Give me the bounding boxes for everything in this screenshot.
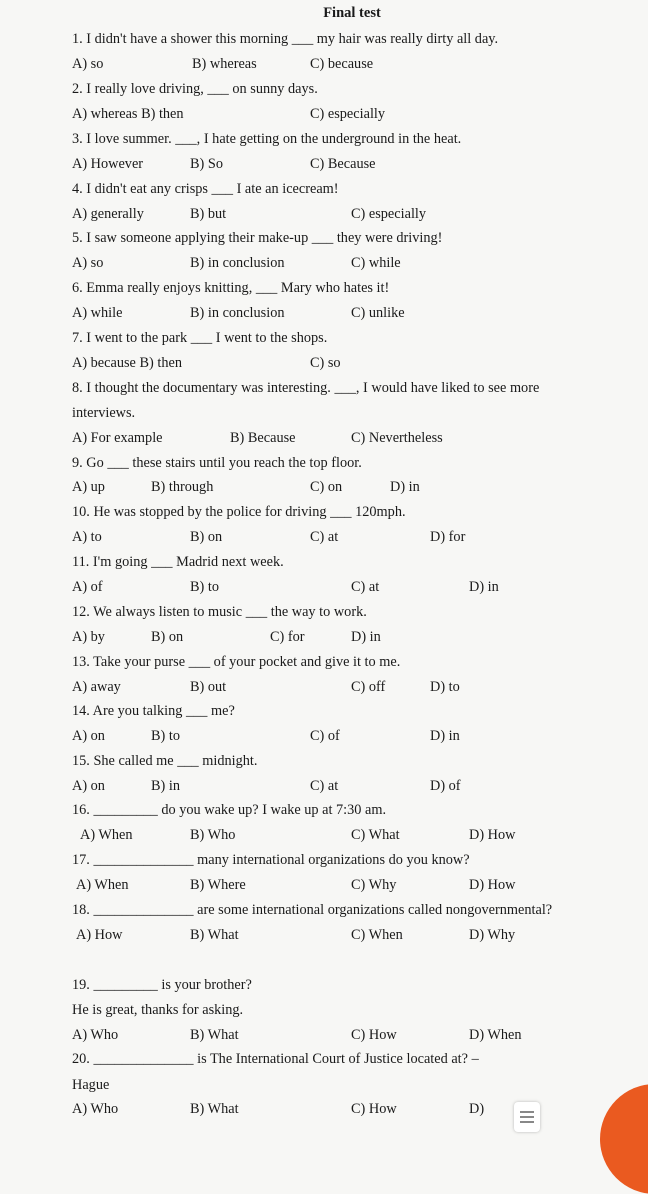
question-3: 3. I love summer. ___, I hate getting on the underground in the heat. — [72, 131, 462, 147]
answer-option: A) because B) then — [72, 355, 182, 371]
answer-option: C) unlike — [351, 305, 405, 321]
answer-option: C) When — [351, 927, 403, 943]
answer-option: A) Who — [72, 1101, 119, 1117]
answer-option: C) Nevertheless — [351, 430, 443, 446]
menu-icon[interactable] — [514, 1102, 540, 1132]
answer-option: C) on — [310, 479, 343, 495]
answer-option: C) What — [351, 827, 400, 843]
answer-option: D) How — [469, 827, 516, 843]
answer-option: B) on — [190, 529, 223, 545]
answer-option: D) to — [430, 679, 460, 695]
answer-option: B) So — [190, 156, 223, 172]
answer-option: A) How — [76, 927, 123, 943]
answer-option: B) in conclusion — [190, 305, 285, 321]
question-8: 8. I thought the documentary was interesting. ___, I would have liked to see more — [72, 380, 540, 396]
question-10: 10. He was stopped by the police for driving ___ 120mph. — [72, 504, 406, 520]
answer-option: D) Why — [469, 927, 516, 943]
question-20-continuation: Hague — [72, 1077, 110, 1093]
answer-option: C) so — [310, 355, 341, 371]
answer-option: A) by — [72, 629, 105, 645]
question-8-continuation: interviews. — [72, 405, 136, 421]
question-13: 13. Take your purse ___ of your pocket and give it to me. — [72, 654, 401, 670]
answer-option: C) at — [310, 529, 339, 545]
answer-option: B) What — [190, 1027, 239, 1043]
answer-option: D) in — [390, 479, 420, 495]
answer-option: C) of — [310, 728, 340, 744]
answer-option: C) How — [351, 1101, 397, 1117]
answer-option: B) to — [190, 579, 219, 595]
question-11: 11. I'm going ___ Madrid next week. — [72, 554, 284, 570]
answer-option: B) on — [151, 629, 184, 645]
answer-option: D) How — [469, 877, 516, 893]
answer-option: B) Because — [230, 430, 296, 446]
answer-option: B) Who — [190, 827, 236, 843]
answer-option: A) away — [72, 679, 121, 695]
answer-option: D) When — [469, 1027, 522, 1043]
answer-option: C) Because — [310, 156, 376, 172]
answer-option: A) so — [72, 56, 104, 72]
question-2: 2. I really love driving, ___ on sunny days. — [72, 81, 318, 97]
answer-option: D) in — [430, 728, 460, 744]
answer-option: C) How — [351, 1027, 397, 1043]
answer-option: A) on — [72, 778, 105, 794]
answer-option: A) When — [76, 877, 129, 893]
answer-option: A) on — [72, 728, 105, 744]
answer-option: A) generally — [72, 206, 144, 222]
question-12: 12. We always listen to music ___ the way to work. — [72, 604, 367, 620]
answer-option: B) Where — [190, 877, 246, 893]
answer-option: D) in — [351, 629, 381, 645]
answer-option: B) out — [190, 679, 227, 695]
answer-option: B) to — [151, 728, 180, 744]
question-20: 20. ______________ is The International Court of Justice located at? – — [72, 1051, 479, 1067]
question-9: 9. Go ___ these stairs until you reach the top floor. — [72, 455, 362, 471]
question-15: 15. She called me ___ midnight. — [72, 753, 258, 769]
answer-option: C) for — [270, 629, 305, 645]
answer-option: B) through — [151, 479, 214, 495]
question-6: 6. Emma really enjoys knitting, ___ Mary who hates it! — [72, 280, 390, 296]
answer-option: A) to — [72, 529, 102, 545]
answer-option: A) Who — [72, 1027, 119, 1043]
question-18: 18. ______________ are some international organizations called nongovernmental? — [72, 902, 553, 918]
answer-option: B) What — [190, 927, 239, 943]
question-16: 16. _________ do you wake up? I wake up at 7:30 am. — [72, 802, 387, 818]
question-14: 14. Are you talking ___ me? — [72, 703, 235, 719]
answer-option: C) because — [310, 56, 374, 72]
answer-option: A) of — [72, 579, 103, 595]
answer-option: C) especially — [310, 106, 386, 122]
answer-option: C) off — [351, 679, 386, 695]
answer-option: C) Why — [351, 877, 397, 893]
answer-option: B) but — [190, 206, 227, 222]
answer-option: A) whereas B) then — [72, 106, 184, 122]
answer-option: B) whereas — [192, 56, 257, 72]
answer-option: C) at — [310, 778, 339, 794]
answer-option: A) up — [72, 479, 105, 495]
answer-option: C) while — [351, 255, 401, 271]
answer-option: A) When — [80, 827, 133, 843]
question-7: 7. I went to the park ___ I went to the shops. — [72, 330, 328, 346]
answer-option: A) For example — [72, 430, 163, 446]
answer-option: D) — [469, 1101, 485, 1117]
answer-option: D) for — [430, 529, 466, 545]
answer-option: A) so — [72, 255, 104, 271]
floating-action-button[interactable] — [600, 1084, 648, 1194]
answer-option: A) while — [72, 305, 123, 321]
answer-option: B) in — [151, 778, 180, 794]
question-17: 17. ______________ many international organizations do you know? — [72, 852, 470, 868]
answer-option: D) of — [430, 778, 461, 794]
question-4: 4. I didn't eat any crisps ___ I ate an icecream! — [72, 181, 339, 197]
answer-option: C) especially — [351, 206, 427, 222]
page-title: Final test — [323, 5, 381, 21]
question-1: 1. I didn't have a shower this morning ___ my hair was really dirty all day. — [72, 31, 499, 47]
answer-option: C) at — [351, 579, 380, 595]
question-19: 19. _________ is your brother? — [72, 977, 252, 993]
answer-option: A) However — [72, 156, 144, 172]
answer-option: B) What — [190, 1101, 239, 1117]
answer-option: B) in conclusion — [190, 255, 285, 271]
answer-option: D) in — [469, 579, 499, 595]
question-5: 5. I saw someone applying their make-up ___ they were driving! — [72, 230, 443, 246]
question-19-continuation: He is great, thanks for asking. — [72, 1002, 244, 1018]
